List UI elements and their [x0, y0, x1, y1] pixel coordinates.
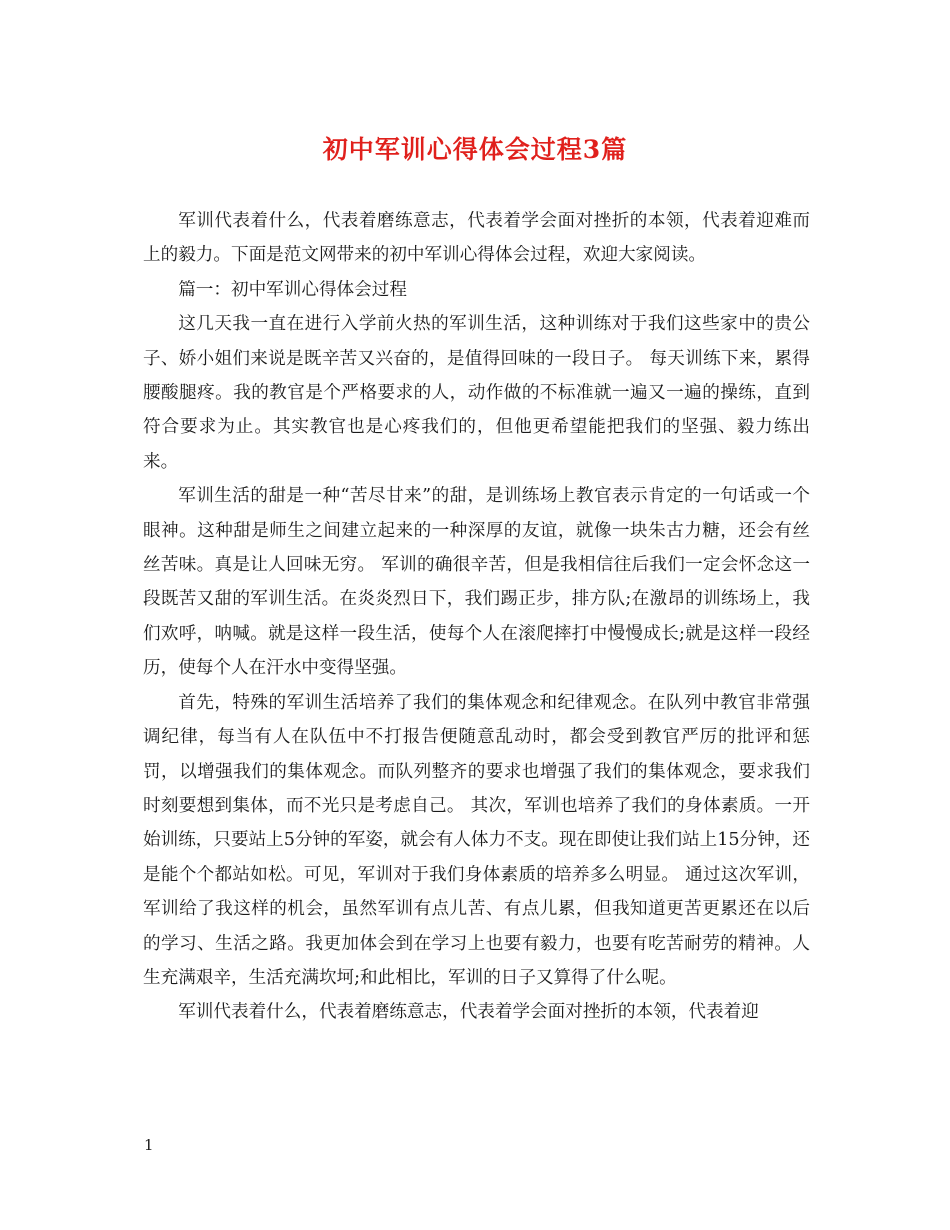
paragraph: 这几天我一直在进行入学前火热的军训生活，这种训练对于我们这些家中的贵公子、娇小姐们来说是既辛苦又兴奋的，是值得回味的一段日子。 每天训练下来，累得腰酸腿疼。我的教官是个严格要求的人，动作做的不标准就一遍又一遍的操练，直到符合要求为止。其实教官也是心疼我们的，但他更希望能把我们的坚强、毅力练出来。: [143, 314, 810, 472]
paragraph: 首先，特殊的军训生活培养了我们的集体观念和纪律观念。在队列中教官非常强调纪律，每当有人在队伍中不打报告便随意乱动时，都会受到教官严厉的批评和惩罚，以增强我们的集体观念。而队列整齐的要求也增强了我们的集体观念，要求我们时刻要想到集体，而不光只是考虑自己。 其次，军训也培养了我们的身体素质。一开始训练，只要站上5分钟的军姿，就会有人体力不支。现在即使让我们站上15分钟，还是能个个都站如松。可见，军训对于我们身体素质的培养多么明显。 通过这次军训，军训给了我这样的机会，虽然军训有点儿苦、有点儿累，但我知道更苦更累还在以后的学习、生活之路。我更加体会到在学习上也要有毅力，也要有吃苦耐劳的精神。人生充满艰辛，生活充满坎坷;和此相比，军训的日子又算得了什么呢。: [143, 692, 810, 988]
document-body: [143, 204, 810, 1030]
paragraph: 军训代表着什么，代表着磨练意志，代表着学会面对挫折的本领，代表着迎: [178, 1002, 759, 1023]
document-title: 初中军训心得体会过程3篇: [322, 135, 628, 164]
section-heading: 篇一：初中军训心得体会过程: [178, 279, 407, 300]
page-number: 1: [144, 1136, 154, 1154]
paragraph-intro: 军训代表着什么，代表着磨练意志，代表着学会面对挫折的本领，代表着迎难而上的毅力。下面是范文网带来的初中军训心得体会过程，欢迎大家阅读。: [143, 211, 810, 266]
paragraph: 军训生活的甜是一种“苦尽甘来”的甜，是训练场上教官表示肯定的一句话或一个眼神。这种甜是师生之间建立起来的一种深厚的友谊，就像一块朱古力糖，还会有丝丝苦味。真是让人回味无穷。 军训的确很辛苦，但是我相信往后我们一定会怀念这一段既苦又甜的军训生活。在炎炎烈日下，我们踢正步，排方队;在激昂的训练场上，我们欢呼，呐喊。就是这样一段生活，使每个人在滚爬摔打中慢慢成长;就是这样一段经历，使每个人在汗水中变得坚强。: [143, 486, 810, 679]
